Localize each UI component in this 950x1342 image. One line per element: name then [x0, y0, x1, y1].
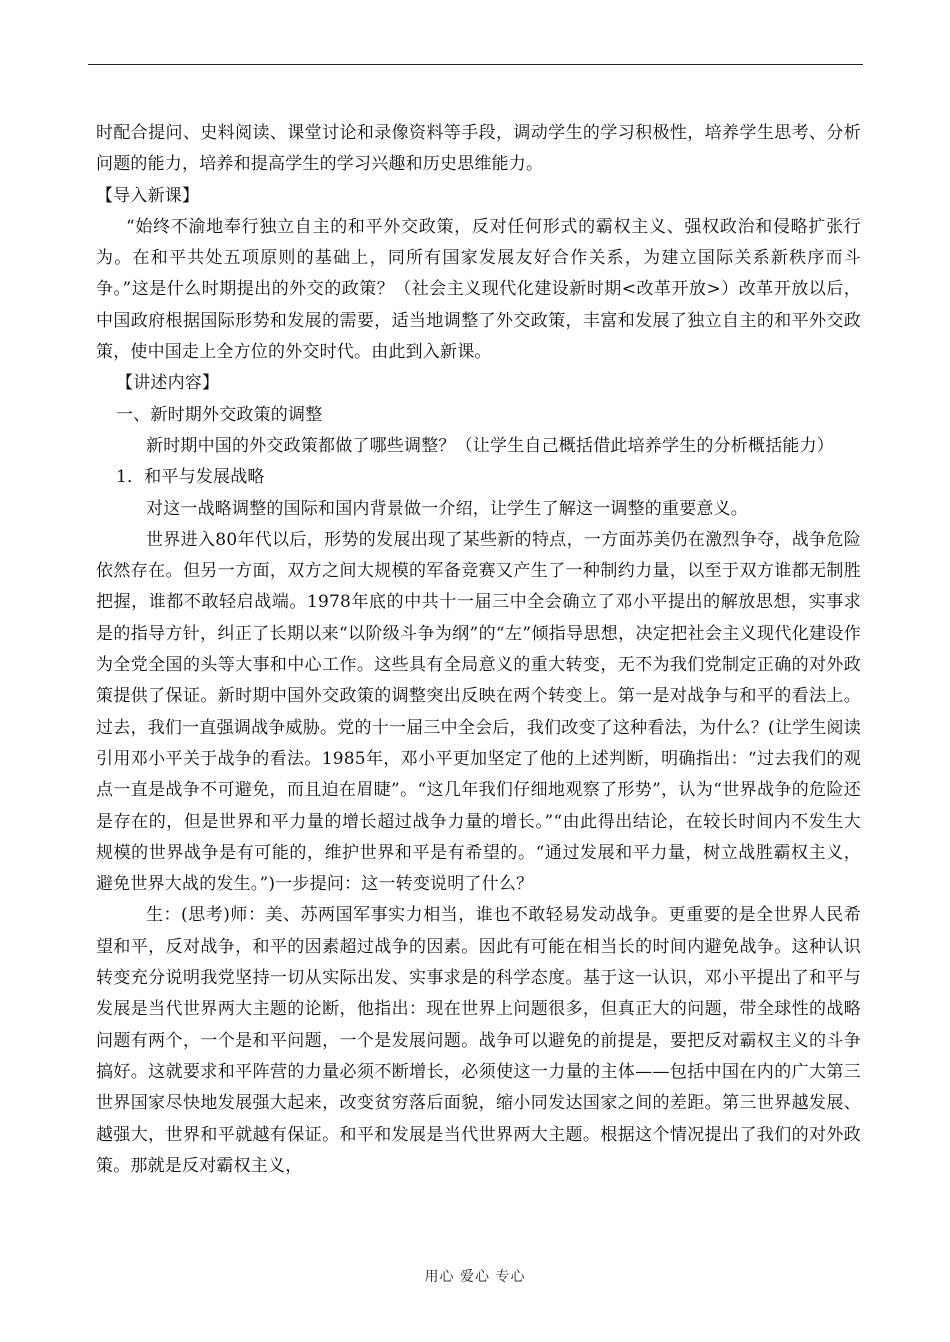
section-heading-intro: 【导入新课】: [96, 185, 200, 206]
document-body: [96, 118, 861, 1182]
paragraph-intro-quote: “始终不渝地奉行独立自主的和平外交政策，反对任何形式的霸权主义、强权政治和侵略扩张行为。在和平共处五项原则的基础上，同所有国家发展友好合作关系，为建立国际关系新秩序而斗争。”这是什么时期提出的外交的政策？（社会主义现代化建设新时期<改革开放>）改革开放以后，中国政府根据国际形势和发展的需要，适当地调整了外交政策，丰富和发展了独立自主的和平外交政策，使中国走上全方位的外交时代。由此到入新课。: [96, 216, 861, 363]
paragraph-policy-question: 新时期中国的外交政策都做了哪些调整？（让学生自己概括借此培养学生的分析概括能力）: [146, 435, 834, 456]
paragraph-world-80s: 世界进入80年代以后，形势的发展出现了某些新的特点，一方面苏美仍在激烈争夺，战争危险依然存在。但另一方面，双方之间大规模的军备竞赛又产生了一种制约力量，以至于双方谁都无制胜把握，谁都不敢轻启战端。1978年底的中共十一届三中全会确立了邓小平提出的解放思想，实事求是的指导方针，纠正了长期以来“以阶级斗争为纲”的“左”倾指导思想，决定把社会主义现代化建设作为全党全国的头等大事和中心工作。这些具有全局意义的重大转变，无不为我们党制定正确的对外政策提供了保证。新时期中国外交政策的调整突出反映在两个转变上。第一是对战争与和平的看法上。过去，我们一直强调战争威胁。党的十一届三中全会后，我们改变了这种看法，为什么？(让学生阅读引用邓小平关于战争的看法。1985年，邓小平更加坚定了他的上述判断，明确指出：“过去我们的观点一直是战争不可避免，而且迫在眉睫”。“这几年我们仔细地观察了形势”，认为“世界战争的危险还是存在的，但是世界和平力量的增长超过战争力量的增长。”“由此得出结论，在较长时间内不发生大规模的世界战争是有可能的，维护世界和平是有希望的。“通过发展和平力量，树立战胜霸权主义，避免世界大战的发生。”)一步提问：这一转变说明了什么？: [96, 529, 861, 895]
section-heading-peace-development: 1．和平与发展战略: [116, 467, 265, 488]
paragraph-background: 对这一战略调整的国际和国内背景做一介绍，让学生了解这一调整的重要意义。: [146, 498, 748, 519]
section-heading-policy-adjustment: 一、新时期外交政策的调整: [116, 404, 323, 425]
section-heading-content: 【讲述内容】: [116, 373, 220, 394]
page-footer: 用心 爱心 专心: [424, 1269, 526, 1285]
paragraph-intro-methods: 时配合提问、史料阅读、课堂讨论和录像资料等手段，调动学生的学习积极性，培养学生思考、分析问题的能力，培养和提高学生的学习兴趣和历史思维能力。: [96, 123, 861, 175]
header-rule: [88, 64, 863, 65]
paragraph-student-teacher: 生：(思考)师：美、苏两国军事实力相当，谁也不敢轻易发动战争。更重要的是全世界人民希望和平，反对战争，和平的因素超过战争的因素。因此有可能在相当长的时间内避免战争。这种认识转变充分说明我党坚持一切从实际出发、实事求是的科学态度。基于这一认识，邓小平提出了和平与发展是当代世界两大主题的论断，他指出：现在世界上问题很多，但真正大的问题，带全球性的战略问题有两个，一个是和平问题，一个是发展问题。战争可以避免的前提是，要把反对霸权主义的斗争搞好。这就要求和平阵营的力量必须不断增长，必须使这一力量的主体——包括中国在内的广大第三世界国家尽快地发展强大起来，改变贫穷落后面貌，缩小同发达国家之间的差距。第三世界越发展、越强大，世界和平就越有保证。和平和发展是当代世界两大主题。根据这个情况提出了我们的对外政策。那就是反对霸权主义，: [96, 905, 861, 1176]
